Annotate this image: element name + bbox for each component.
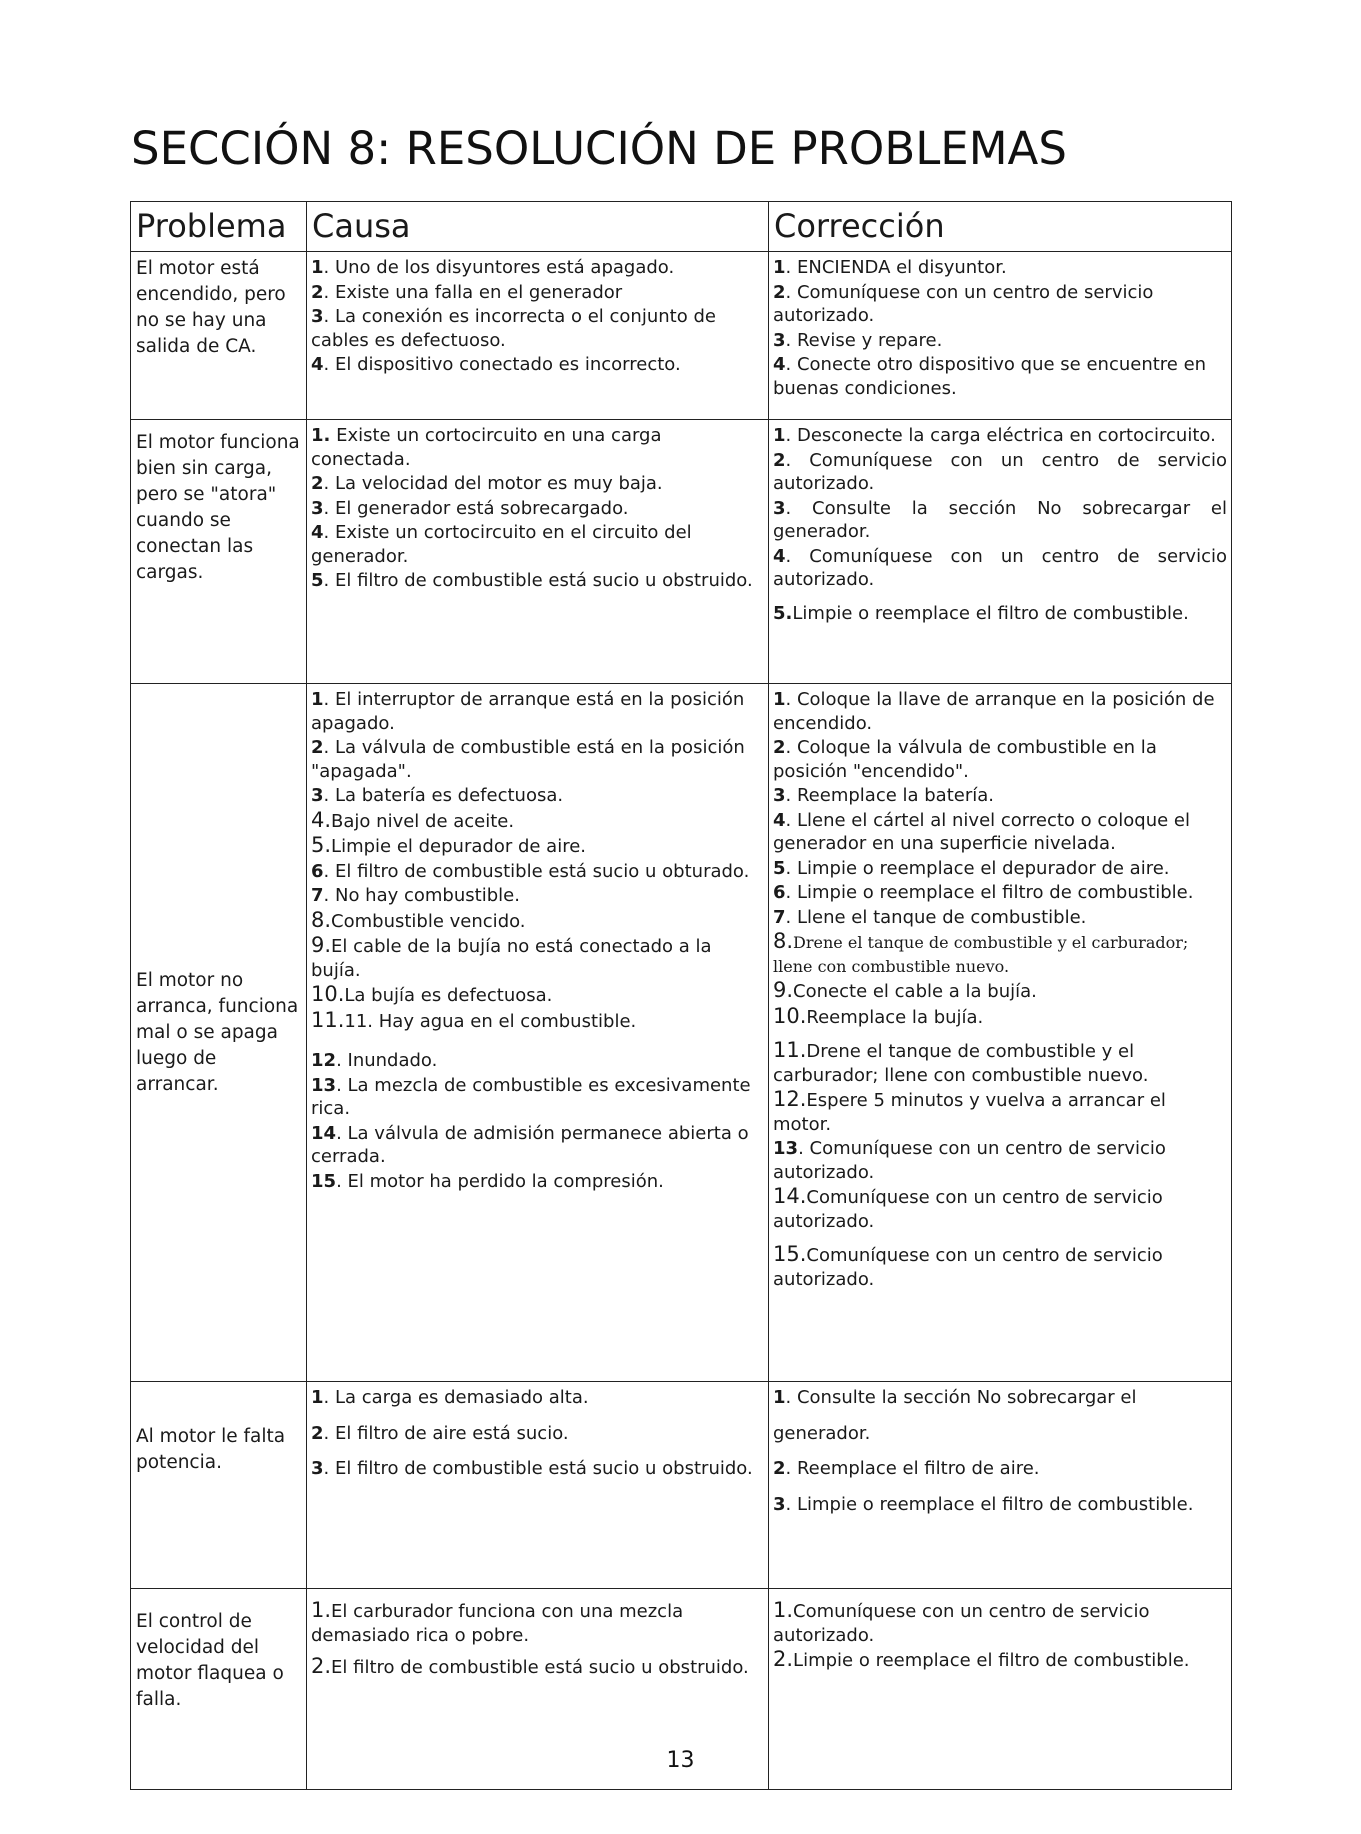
fix-cell <box>769 420 1232 684</box>
page-title: SECCIÓN 8: RESOLUCIÓN DE PROBLEMAS <box>131 122 1067 175</box>
fix-item: 2. Coloque la válvula de combustible en la posición "encendido". <box>773 737 1157 782</box>
fix-item: 10.Reemplace la bujía. <box>773 1003 984 1028</box>
cause-item: 11.11. Hay agua en el combustible. <box>311 1007 637 1032</box>
fix-item: generador. <box>773 1422 871 1444</box>
fix-item: 3. Consulte la sección No sobrecargar el generador. <box>773 497 1227 542</box>
table-row <box>131 1382 1232 1589</box>
fix-item: 1. ENCIENDA el disyuntor. <box>773 257 1007 278</box>
cause-item: 2. Existe una falla en el generador <box>311 281 623 303</box>
table-row <box>131 252 1232 420</box>
cause-item: 5. El filtro de combustible está sucio u obstruido. <box>311 570 753 591</box>
fix-item: 3. Reemplace la batería. <box>773 785 994 806</box>
fix-cell <box>769 1382 1232 1589</box>
fix-item: 3. Limpie o reemplace el filtro de combustible. <box>773 1493 1194 1515</box>
cause-item: 4. Existe un cortocircuito en el circuito del generador. <box>311 522 692 567</box>
problem-cell <box>131 420 307 684</box>
cause-item: 8.Combustible vencido. <box>311 907 526 932</box>
cause-item: 9.El cable de la bujía no está conectado a la bujía. <box>311 933 712 981</box>
cause-cell <box>307 1382 769 1589</box>
header-fix: Corrección <box>769 202 1232 252</box>
fix-item: 8.Drene el tanque de combustible y el carburador; llene con combustible nuevo. <box>773 929 1189 976</box>
troubleshooting-table <box>130 201 1232 1790</box>
fix-item: 12.Espere 5 minutos y vuelva a arrancar el motor. <box>773 1087 1166 1135</box>
page-number: 13 <box>666 1748 695 1773</box>
fix-cell <box>769 252 1232 420</box>
problem-text: El control de velocidad del motor flaquea o falla. <box>136 1611 284 1710</box>
cause-item: 1. Existe un cortocircuito en una carga conectada. <box>311 425 662 470</box>
fix-item: 15.Comuníquese con un centro de servicio autorizado. <box>773 1242 1163 1290</box>
header-problem: Problema <box>131 202 307 252</box>
fix-cell <box>769 684 1232 1382</box>
cause-item: 12. Inundado. <box>311 1050 438 1071</box>
cause-item: 10.La bujía es defectuosa. <box>311 982 553 1006</box>
cause-cell <box>307 684 769 1382</box>
cause-item: 15. El motor ha perdido la compresión. <box>311 1170 664 1192</box>
fix-item: 1. Consulte la sección No sobrecargar el <box>773 1387 1137 1408</box>
fix-item: 4. Conecte otro dispositivo que se encuentre en buenas condiciones. <box>773 354 1207 399</box>
cause-item: 13. La mezcla de combustible es excesivamente rica. <box>311 1074 751 1119</box>
cause-item: 4.Bajo nivel de aceite. <box>311 807 515 832</box>
problem-cell <box>131 252 307 420</box>
fix-item: 3. Revise y repare. <box>773 329 943 351</box>
fix-item: 2. Reemplace el filtro de aire. <box>773 1458 1040 1479</box>
fix-item: 2. Comuníquese con un centro de servicio autorizado. <box>773 449 1227 494</box>
fix-item: 4. Llene el cártel al nivel correcto o coloque el generador en una superficie nivelada. <box>773 809 1190 854</box>
problem-cell <box>131 1382 307 1589</box>
cause-item: 2. La válvula de combustible está en la posición "apagada". <box>311 737 745 782</box>
cause-item: 7. No hay combustible. <box>311 885 520 906</box>
cause-cell <box>307 252 769 420</box>
header-cause: Causa <box>307 202 769 252</box>
table-row <box>131 420 1232 684</box>
fix-item: 1. Desconecte la carga eléctrica en cortocircuito. <box>773 425 1216 446</box>
cause-cell <box>307 420 769 684</box>
fix-item: 2. Comuníquese con un centro de servicio autorizado. <box>773 281 1154 326</box>
cause-item: 2.El filtro de combustible está sucio u obstruido. <box>311 1654 749 1678</box>
cause-item: 3. La conexión es incorrecta o el conjunto de cables es defectuoso. <box>311 306 716 351</box>
fix-item: 6. Limpie o reemplace el filtro de combustible. <box>773 882 1194 903</box>
problem-text: El motor no arranca, funciona mal o se apaga luego de arrancar. <box>136 969 299 1095</box>
cause-item: 5.Limpie el depurador de aire. <box>311 833 587 857</box>
cause-item: 2. El filtro de aire está sucio. <box>311 1422 569 1444</box>
cause-item: 1.El carburador funciona con una mezcla demasiado rica o pobre. <box>311 1598 684 1646</box>
fix-item: 1. Coloque la llave de arranque en la posición de encendido. <box>773 689 1215 734</box>
cause-item: 3. El generador está sobrecargado. <box>311 497 629 519</box>
problem-text: El motor funciona bien sin carga, pero se "atora" cuando se conectan las cargas. <box>136 432 300 583</box>
cause-item: 1. Uno de los disyuntores está apagado. <box>311 257 675 278</box>
fix-item: 4. Comuníquese con un centro de servicio autorizado. <box>773 545 1227 590</box>
fix-item: 9.Conecte el cable a la bujía. <box>773 978 1037 1002</box>
cause-item: 3. El filtro de combustible está sucio u obstruido. <box>311 1458 753 1479</box>
fix-item: 11.Drene el tanque de combustible y el carburador; llene con combustible nuevo. <box>773 1038 1149 1086</box>
cause-item: 4. El dispositivo conectado es incorrecto. <box>311 354 681 375</box>
fix-item: 14.Comuníquese con un centro de servicio autorizado. <box>773 1184 1163 1232</box>
cause-item: 6. El filtro de combustible está sucio u obturado. <box>311 860 750 882</box>
problem-cell <box>131 684 307 1382</box>
cause-item: 14. La válvula de admisión permanece abierta o cerrada. <box>311 1122 749 1167</box>
fix-item: 7. Llene el tanque de combustible. <box>773 906 1087 928</box>
fix-item: 5.Limpie o reemplace el filtro de combustible. <box>773 602 1189 624</box>
table-row <box>131 684 1232 1382</box>
cause-item: 3. La batería es defectuosa. <box>311 785 564 806</box>
fix-item: 13. Comuníquese con un centro de servicio autorizado. <box>773 1138 1166 1183</box>
problem-text: Al motor le falta potencia. <box>136 1426 286 1473</box>
cause-item: 1. La carga es demasiado alta. <box>311 1387 589 1408</box>
cause-item: 2. La velocidad del motor es muy baja. <box>311 473 663 494</box>
problem-text: El motor está encendido, pero no se hay una salida de CA. <box>136 258 286 357</box>
table-header-row <box>131 202 1232 252</box>
cause-item: 1. El interruptor de arranque está en la posición apagado. <box>311 689 745 734</box>
fix-item: 2.Limpie o reemplace el filtro de combustible. <box>773 1647 1190 1671</box>
fix-item: 1.Comuníquese con un centro de servicio autorizado. <box>773 1598 1150 1646</box>
fix-item: 5. Limpie o reemplace el depurador de aire. <box>773 857 1170 879</box>
